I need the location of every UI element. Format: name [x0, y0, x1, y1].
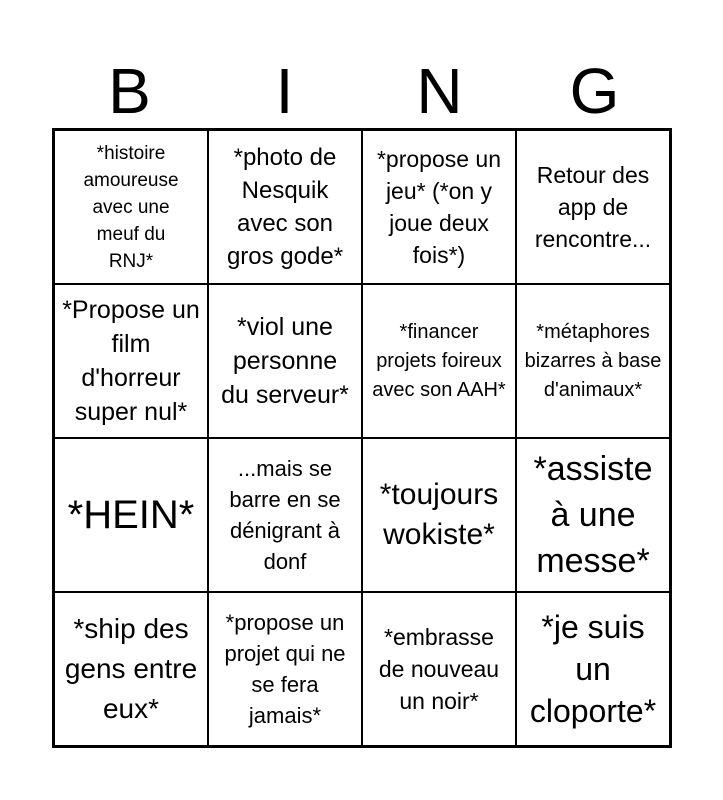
bingo-cell[interactable] [516, 284, 670, 438]
cell-text: *photo de Nesquik avec son gros gode* [226, 144, 344, 270]
cell-text: *financer projets foireux avec son AAH* [372, 320, 506, 401]
cell-text: *ship des gens entre eux* [64, 613, 198, 724]
cell-text: *assiste à une messe* [533, 450, 653, 580]
bingo-cell[interactable] [516, 130, 670, 284]
bingo-cell[interactable] [54, 284, 208, 438]
bingo-cell[interactable] [54, 592, 208, 746]
bingo-cell[interactable] [362, 130, 516, 284]
bingo-cell[interactable] [208, 130, 362, 284]
cell-text: *Propose un film d'horreur super nul* [62, 296, 200, 426]
cell-text: *propose un projet qui ne se fera jamais* [224, 610, 346, 728]
cell-text: *métaphores bizarres à base d'animaux* [524, 320, 662, 401]
bingo-cell[interactable] [54, 130, 208, 284]
cell-text: *histoire amoureuse avec une meuf du RNJ* [83, 142, 179, 272]
bingo-cell[interactable] [208, 438, 362, 592]
header-letter-i: I [275, 55, 294, 127]
bingo-cell[interactable] [516, 592, 670, 746]
bingo-header [52, 54, 672, 128]
cell-text: *toujours wokiste* [379, 478, 499, 551]
cell-text: Retour des app de rencontre... [534, 162, 652, 252]
cell-text: *embrasse de nouveau un noir* [378, 624, 500, 714]
header-letter-n: N [416, 55, 463, 127]
cell-text: *je suis un cloporte* [529, 609, 657, 729]
bingo-cell[interactable] [362, 592, 516, 746]
bingo-cell[interactable] [362, 284, 516, 438]
bingo-cell[interactable] [54, 438, 208, 592]
header-letter-b: B [108, 55, 151, 127]
bingo-cell[interactable] [208, 284, 362, 438]
bingo-cell[interactable] [208, 592, 362, 746]
header-letter-g: G [569, 55, 620, 127]
bingo-cell[interactable] [362, 438, 516, 592]
cell-text: *HEIN* [67, 493, 195, 537]
bingo-grid [52, 128, 672, 748]
bingo-cell[interactable] [516, 438, 670, 592]
cell-text: ...mais se barre en se dénigrant à donf [229, 456, 341, 574]
cell-text: *propose un jeu* (*on y joue deux fois*) [376, 146, 502, 268]
cell-text: *viol une personne du serveur* [221, 313, 349, 409]
